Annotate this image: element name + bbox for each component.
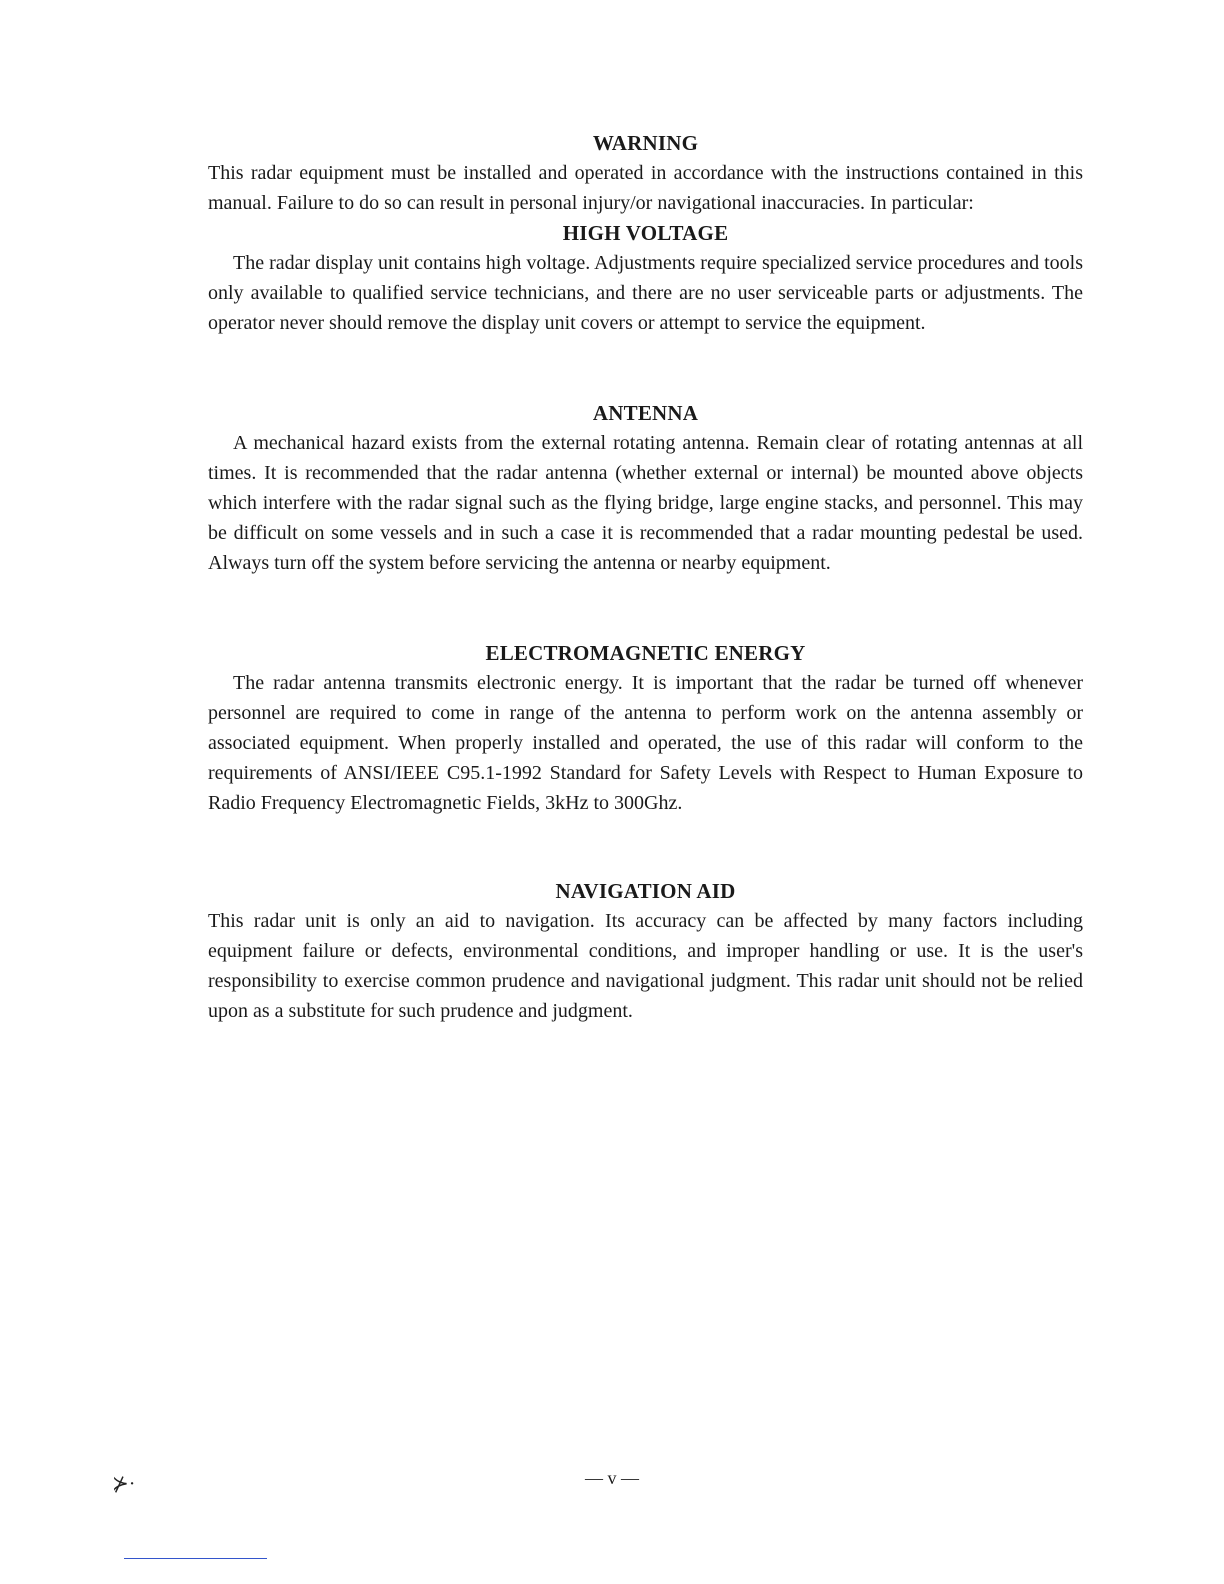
high-voltage-section [208,218,1083,338]
antenna-text: A mechanical hazard exists from the external rotating antenna. Remain clear of rotating antennas at all times. It is recommended that the radar antenna (whether external or internal) be mounted above objects which interfere with the radar signal such as the flying bridge, large engine stacks, and personnel. This may be difficult on some vessels and in such a case it is recommended that a radar mounting pedestal be used. Always turn off the system before servicing the antenna or nearby equipment. [208,432,1083,574]
warning-title: WARNING [592,131,699,155]
navigation-aid-title: NAVIGATION AID [555,879,736,903]
bottom-rule [124,1558,267,1559]
warning-text: This radar equipment must be installed and operated in accordance with the instructions contained in this manual. Failure to do so can result in personal injury/or navigational inaccuracies. In particular: [208,162,1083,214]
electromagnetic-title: ELECTROMAGNETIC ENERGY [485,641,806,665]
navigation-aid-text: This radar unit is only an aid to navigation. Its accuracy can be affected by many factors including equipment failure or defects, environmental conditions, and improper handling or use. It is the user's responsibility to exercise common prudence and navigational judgment. This radar unit should not be relied upon as a substitute for such prudence and judgment. [208,910,1083,1022]
high-voltage-title: HIGH VOLTAGE [562,221,729,245]
scan-mark: ⊁· [112,1473,136,1495]
page-number: — v — [585,1468,639,1488]
electromagnetic-section [208,638,1083,818]
navigation-aid-section [208,876,1083,1026]
antenna-section [208,398,1083,578]
document-body [208,128,1083,1026]
antenna-title: ANTENNA [592,401,699,425]
warning-section [208,128,1083,218]
high-voltage-text: The radar display unit contains high voltage. Adjustments require specialized service procedures and tools only available to qualified service technicians, and there are no user serviceable parts or adjustments. The operator never should remove the display unit covers or attempt to service the equipment. [208,252,1083,334]
electromagnetic-text: The radar antenna transmits electronic energy. It is important that the radar be turned off whenever personnel are required to come in range of the antenna to perform work on the antenna assembly or associated equipment. When properly installed and operated, the use of this radar will conform to the requirements of ANSI/IEEE C95.1-1992 Standard for Safety Levels with Respect to Human Exposure to Radio Frequency Electromagnetic Fields, 3kHz to 300Ghz. [208,672,1083,814]
